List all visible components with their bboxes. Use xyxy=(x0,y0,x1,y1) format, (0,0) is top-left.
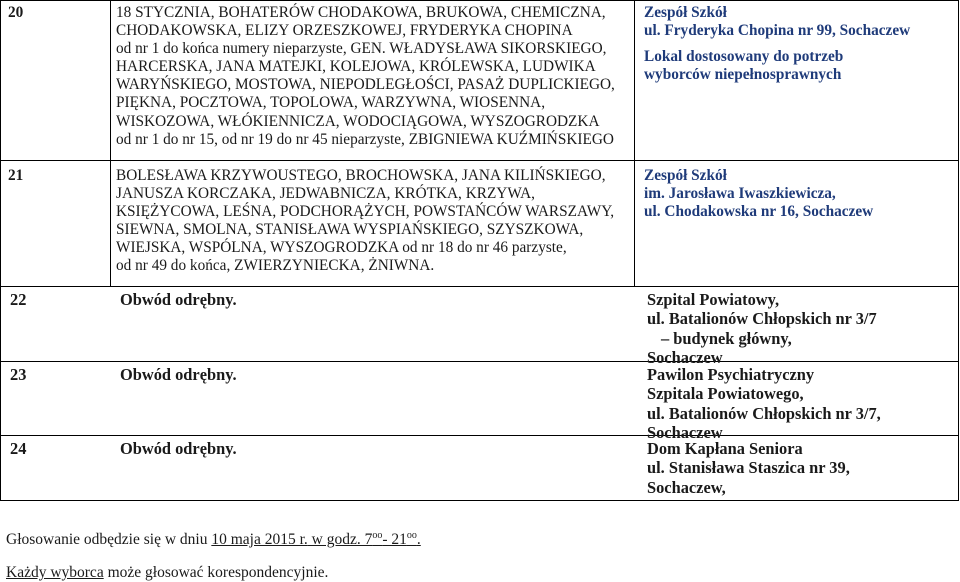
voter-link[interactable]: Każdy wyborca xyxy=(6,564,104,581)
polling-station xyxy=(635,1,959,161)
station-line: Dom Kapłana Seniora xyxy=(647,439,803,458)
station-line: ul. Batalionów Chłopskich nr 3/7 xyxy=(647,309,877,329)
district-number: 23 xyxy=(10,365,27,384)
district-number: 21 xyxy=(1,161,111,287)
station-line: Szpitala Powiatowego, xyxy=(647,384,804,404)
station-line: – budynek główny, xyxy=(661,328,792,348)
hour-end-dot: . xyxy=(416,531,421,549)
station-line: Sochaczew xyxy=(647,347,723,367)
district-number: 22 xyxy=(10,290,27,309)
area-line: JANUSZA KORCZAKA, JEDWABNICZA, KRÓTKA, KRZYWA, xyxy=(116,185,535,203)
area-line: PIĘKNA, POCZTOWA, TOPOLOWA, WARZYWNA, WIOSENNA, xyxy=(116,94,546,112)
station-line: ul. Batalionów Chłopskich nr 3/7, xyxy=(647,403,881,423)
hour-dash: - 21 xyxy=(382,531,407,549)
polling-station xyxy=(647,365,881,442)
district-area xyxy=(111,161,635,287)
hour-end-sup: oo xyxy=(406,530,417,541)
postal-vote-note xyxy=(6,564,328,582)
station-line: Zespół Szkół xyxy=(644,167,727,184)
hour-start-sup: oo xyxy=(372,530,383,541)
area-line: WISKOZOWA, WŁÓKIENNICZA, WODOCIĄGOWA, WYSZOGRODZKA xyxy=(116,112,600,130)
area-line: WIEJSKA, WSPÓLNA, WYSZOGRODZKA od nr 18 do nr 46 parzyste, xyxy=(116,239,567,257)
voting-date-note xyxy=(6,527,421,549)
district-area: Obwód odrębny. xyxy=(120,365,237,384)
voting-prefix: Głosowanie odbędzie się w dniu xyxy=(6,531,212,549)
station-line: Szpital Powiatowy, xyxy=(647,290,780,309)
station-line: ul. Chodakowska nr 16, Sochaczew xyxy=(644,203,874,221)
station-line: Sochaczew xyxy=(647,422,723,442)
station-line: Pawilon Psychiatryczny xyxy=(647,365,815,384)
station-line: im. Jarosława Iwaszkiewicza, xyxy=(644,185,836,203)
table-row xyxy=(1,362,959,436)
district-number: 24 xyxy=(10,439,27,458)
area-line: SIEWNA, SMOLNA, STANISŁAWA WYSPIAŃSKIEGO, SZYSZKOWA, xyxy=(116,221,584,239)
polling-station xyxy=(635,161,959,287)
area-line: HARCERSKA, JANA MATEJKI, KOLEJOWA, KRÓLEWSKA, LUDWIKA xyxy=(116,58,596,76)
area-line: od nr 1 do końca numery nieparzyste, GEN. WŁADYSŁAWA SIKORSKIEGO, xyxy=(116,40,607,58)
station-line: Zespół Szkół xyxy=(644,4,727,21)
area-line: od nr 1 do nr 15, od nr 19 do nr 45 nieparzyste, ZBIGNIEWA KUŹMIŃSKIEGO xyxy=(116,130,614,148)
station-line: Sochaczew, xyxy=(647,477,726,497)
voting-date: 10 maja 2015 r. xyxy=(211,531,308,549)
district-row-full xyxy=(1,362,959,442)
area-line: 18 STYCZNIA, BOHATERÓW CHODAKOWA, BRUKOWA, CHEMICZNA, xyxy=(116,4,606,21)
station-line: ul. Stanisława Staszica nr 39, xyxy=(647,458,850,478)
table-row xyxy=(1,1,959,161)
polling-station xyxy=(647,290,877,367)
district-number: 20 xyxy=(1,1,111,161)
voting-mid: w godz. 7 xyxy=(307,531,373,549)
area-line: od nr 49 do końca, ZWIERZYNIECKA, ŻNIWNA. xyxy=(116,257,435,275)
district-row-full xyxy=(1,287,959,367)
district-area: Obwód odrębny. xyxy=(120,439,237,458)
postal-vote-text: może głosować korespondencyjnie. xyxy=(103,564,329,581)
accessibility-note: wyborców niepełnosprawnych xyxy=(644,66,842,84)
area-line: KSIĘŻYCOWA, LEŚNA, PODCHORĄŻYCH, POWSTAŃCÓW WARSZAWY, xyxy=(116,203,615,221)
voting-hours xyxy=(308,531,421,548)
table-row xyxy=(1,287,959,362)
area-line: CHODAKOWSKA, ELIZY ORZESZKOWEJ, FRYDERYKA CHOPINA xyxy=(116,22,573,40)
district-area xyxy=(111,1,635,161)
polling-station xyxy=(647,439,850,497)
spacer xyxy=(644,40,956,48)
district-area: Obwód odrębny. xyxy=(120,290,237,309)
area-line: WARYŃSKIEGO, MOSTOWA, NIEPODLEGŁOŚCI, PASAŻ DUPLICKIEGO, xyxy=(116,76,615,94)
district-row-full xyxy=(1,436,959,501)
table-row xyxy=(1,436,959,501)
station-line: ul. Fryderyka Chopina nr 99, Sochaczew xyxy=(644,22,911,40)
table-row xyxy=(1,161,959,287)
area-line: BOLESŁAWA KRZYWOUSTEGO, BROCHOWSKA, JANA KILIŃSKIEGO, xyxy=(116,167,606,184)
accessibility-note: Lokal dostosowany do potrzeb xyxy=(644,48,844,66)
